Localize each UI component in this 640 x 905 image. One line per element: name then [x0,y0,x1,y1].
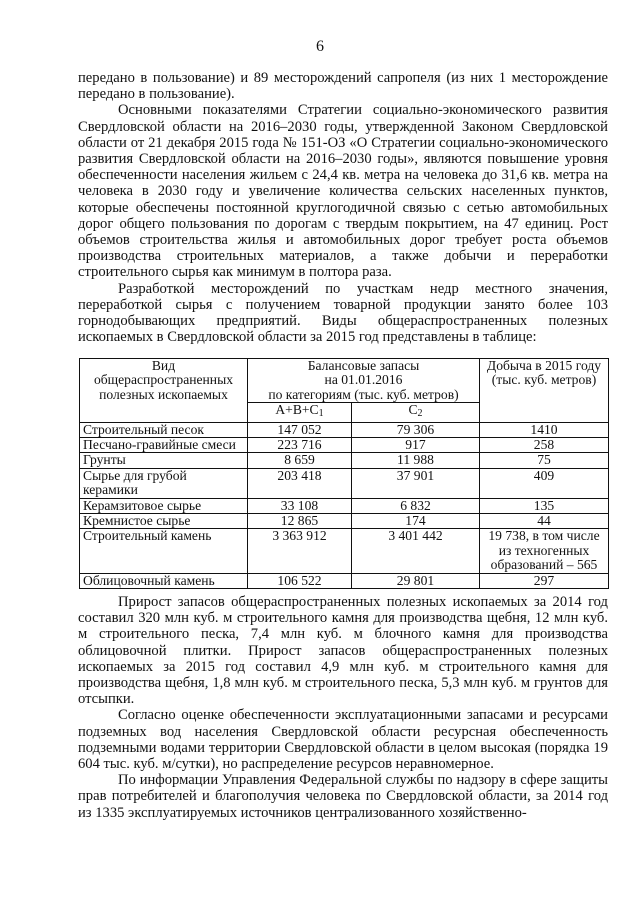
header-balance-line3: по категориям (тыс. куб. метров) [268,386,459,402]
text-block-top [78,70,608,345]
cell-reserves-c2: 917 [352,438,480,453]
table-row [80,529,609,573]
cell-reserves-abc1: 33 108 [248,498,352,513]
cell-mineral-name: Кремнистое сырье [80,514,248,529]
cell-mineral-name: Строительный песок [80,422,248,437]
cell-reserves-abc1: 8 659 [248,453,352,468]
table-row [80,498,609,513]
cell-production: 409 [480,468,609,498]
cell-reserves-c2: 174 [352,514,480,529]
header-balance-reserves [248,359,480,403]
page-number: 6 [316,38,324,55]
cell-production: 258 [480,438,609,453]
cell-reserves-c2: 29 801 [352,573,480,588]
header-balance-line2: на 01.01.2016 [324,372,403,388]
header-balance-line1: Балансовые запасы [307,358,420,373]
cell-reserves-c2: 37 901 [352,468,480,498]
paragraph-rospotrebnadzor: По информации Управления Федеральной службы по надзору в сфере защиты прав потребителей и благополучия человека по Свердловской области, за 2014 год из 1335 эксплуатируемых источников централизованного хозяйственно- [78,772,608,821]
cell-production: 297 [480,573,609,588]
cell-mineral-name: Песчано-гравийные смеси [80,438,248,453]
cell-reserves-c2: 3 401 442 [352,529,480,573]
table-row [80,453,609,468]
cell-reserves-c2: 11 988 [352,453,480,468]
minerals-table [79,358,609,589]
header-category-abc1: $А+В+С_1$ [248,403,352,422]
cell-reserves-abc1: 106 522 [248,573,352,588]
cell-reserves-abc1: 3 363 912 [248,529,352,573]
cell-mineral-name: Сырье для грубой керамики [80,468,248,498]
cell-reserves-c2: 79 306 [352,422,480,437]
cell-mineral-name: Строительный камень [80,529,248,573]
table-row [80,422,609,437]
cell-reserves-abc1: 223 716 [248,438,352,453]
table-header-row [80,359,609,403]
cell-mineral-name: Керамзитовое сырье [80,498,248,513]
header-category-c2: $С_2$ [352,403,480,422]
table-row [80,438,609,453]
text-block-bottom [78,594,608,821]
cell-production: 75 [480,453,609,468]
cell-reserves-c2: 6 832 [352,498,480,513]
cell-reserves-abc1: 203 418 [248,468,352,498]
paragraph-strategy: Основными показателями Стратегии социально-экономического развития Свердловской области на 2016–2030 годы, утвержденной Законом Свердловской области от 21 декабря 2015 года № 151-ОЗ «О Стратегии социально-экономического развития Свердловской области на 2016–2030 годы», являются повышение уровня обеспеченности населения жильем с 24,4 кв. метра на человека до 31,6 кв. метра на человека в 2030 году и увеличение количества сельских населенных пунктов, которые обеспечены постоянной круглогодичной связью с сетью автомобильных дорог общего пользования по дорогам с твердым покрытием, на 47 единиц. Рост объемов строительства жилья и автомобильных дорог требует роста объемов производства строительных материалов, а также добычи и переработки строительного сырья как минимум в полтора раза. [78,102,608,281]
table-row [80,468,609,498]
cell-reserves-abc1: 147 052 [248,422,352,437]
header-production: Добыча в 2015 году (тыс. куб. метров) [480,359,609,423]
cell-production: 1410 [480,422,609,437]
cell-production: 44 [480,514,609,529]
paragraph-deposits: Разработкой месторождений по участкам недр местного значения, переработкой сырья с получением товарной продукции занято более 103 горнодобывающих предприятий. Виды общераспространенных полезных ископаемых в Свердловской области за 2015 год представлены в таблице: [78,280,608,346]
cell-mineral-name: Облицовочный камень [80,573,248,588]
intro-paragraph: передано в пользование) и 89 месторождений сапропеля (из них 1 месторождение передано в пользование). [78,70,608,103]
cell-reserves-abc1: 12 865 [248,514,352,529]
cell-mineral-name: Грунты [80,453,248,468]
header-mineral-type: Вид общераспространенных полезных ископаемых [80,359,248,423]
table-row [80,573,609,588]
table-row [80,514,609,529]
cell-production: 135 [480,498,609,513]
paragraph-reserves-growth: Прирост запасов общераспространенных полезных ископаемых за 2014 год составил 320 млн куб. м строительного камня для производства щебня, 12 млн куб. м строительного песка, 7,4 млн куб. м блочного камня для производства облицовочной плитки. Прирост запасов общераспространенных полезных ископаемых за 2015 год составил 4,9 млн куб. м строительного камня для производства щебня, 1,8 млн куб. м строительного песка, 5,3 млн куб. м грунтов для отсыпки. [78,594,608,708]
paragraph-groundwater: Согласно оценке обеспеченности эксплуатационными запасами и ресурсами подземных вод населения Свердловской области ресурсная обеспеченность подземными водами территории Свердловской области в целом высокая (порядка 19 604 тыс. куб. м/сутки), но распределение ресурсов неравномерное. [78,707,608,773]
cell-production: 19 738, в том числе из техногенных образований – 565 [480,529,609,573]
